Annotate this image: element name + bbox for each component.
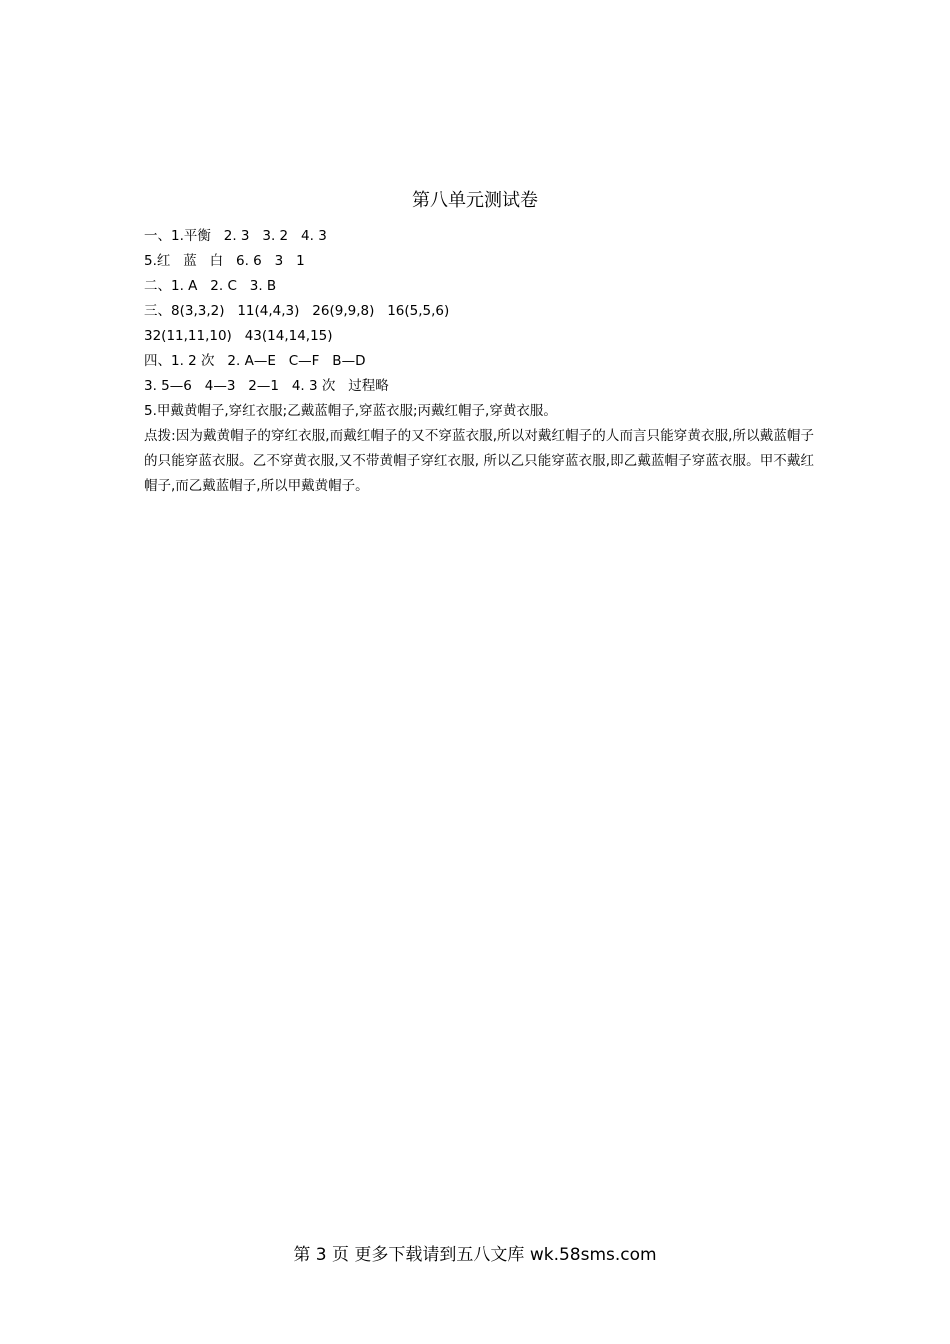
answer-line-1: 一、1.平衡 2. 3 3. 2 4. 3 bbox=[144, 228, 327, 244]
answer-line-8: 5.甲戴黄帽子,穿红衣服;乙戴蓝帽子,穿蓝衣服;丙戴红帽子,穿黄衣服。 bbox=[144, 403, 557, 419]
answer-line-3: 二、1. A 2. C 3. B bbox=[144, 278, 277, 294]
page-footer: 第 3 页 更多下载请到五八文库 wk.58sms.com bbox=[293, 1245, 657, 1265]
answer-line-2: 5.红 蓝 白 6. 6 3 1 bbox=[144, 253, 305, 269]
answer-content bbox=[144, 224, 814, 499]
answer-line-4: 三、8(3,3,2) 11(4,4,3) 26(9,9,8) 16(5,5,6) bbox=[144, 303, 450, 319]
explanation-note: 点拨:因为戴黄帽子的穿红衣服,而戴红帽子的又不穿蓝衣服,所以对戴红帽子的人而言只能穿黄衣服,所以戴蓝帽子的只能穿蓝衣服。乙不穿黄衣服,又不带黄帽子穿红衣服, 所以乙只能穿蓝衣服,即乙戴蓝帽子穿蓝衣服。甲不戴红帽子,而乙戴蓝帽子,所以甲戴黄帽子。 bbox=[144, 428, 814, 494]
answer-line-5: 32(11,11,10) 43(14,14,15) bbox=[144, 328, 333, 344]
answer-line-7: 3. 5—6 4—3 2—1 4. 3 次 过程略 bbox=[144, 378, 389, 394]
page-title: 第八单元测试卷 bbox=[412, 190, 538, 211]
answer-line-6: 四、1. 2 次 2. A—E C—F B—D bbox=[144, 353, 366, 369]
